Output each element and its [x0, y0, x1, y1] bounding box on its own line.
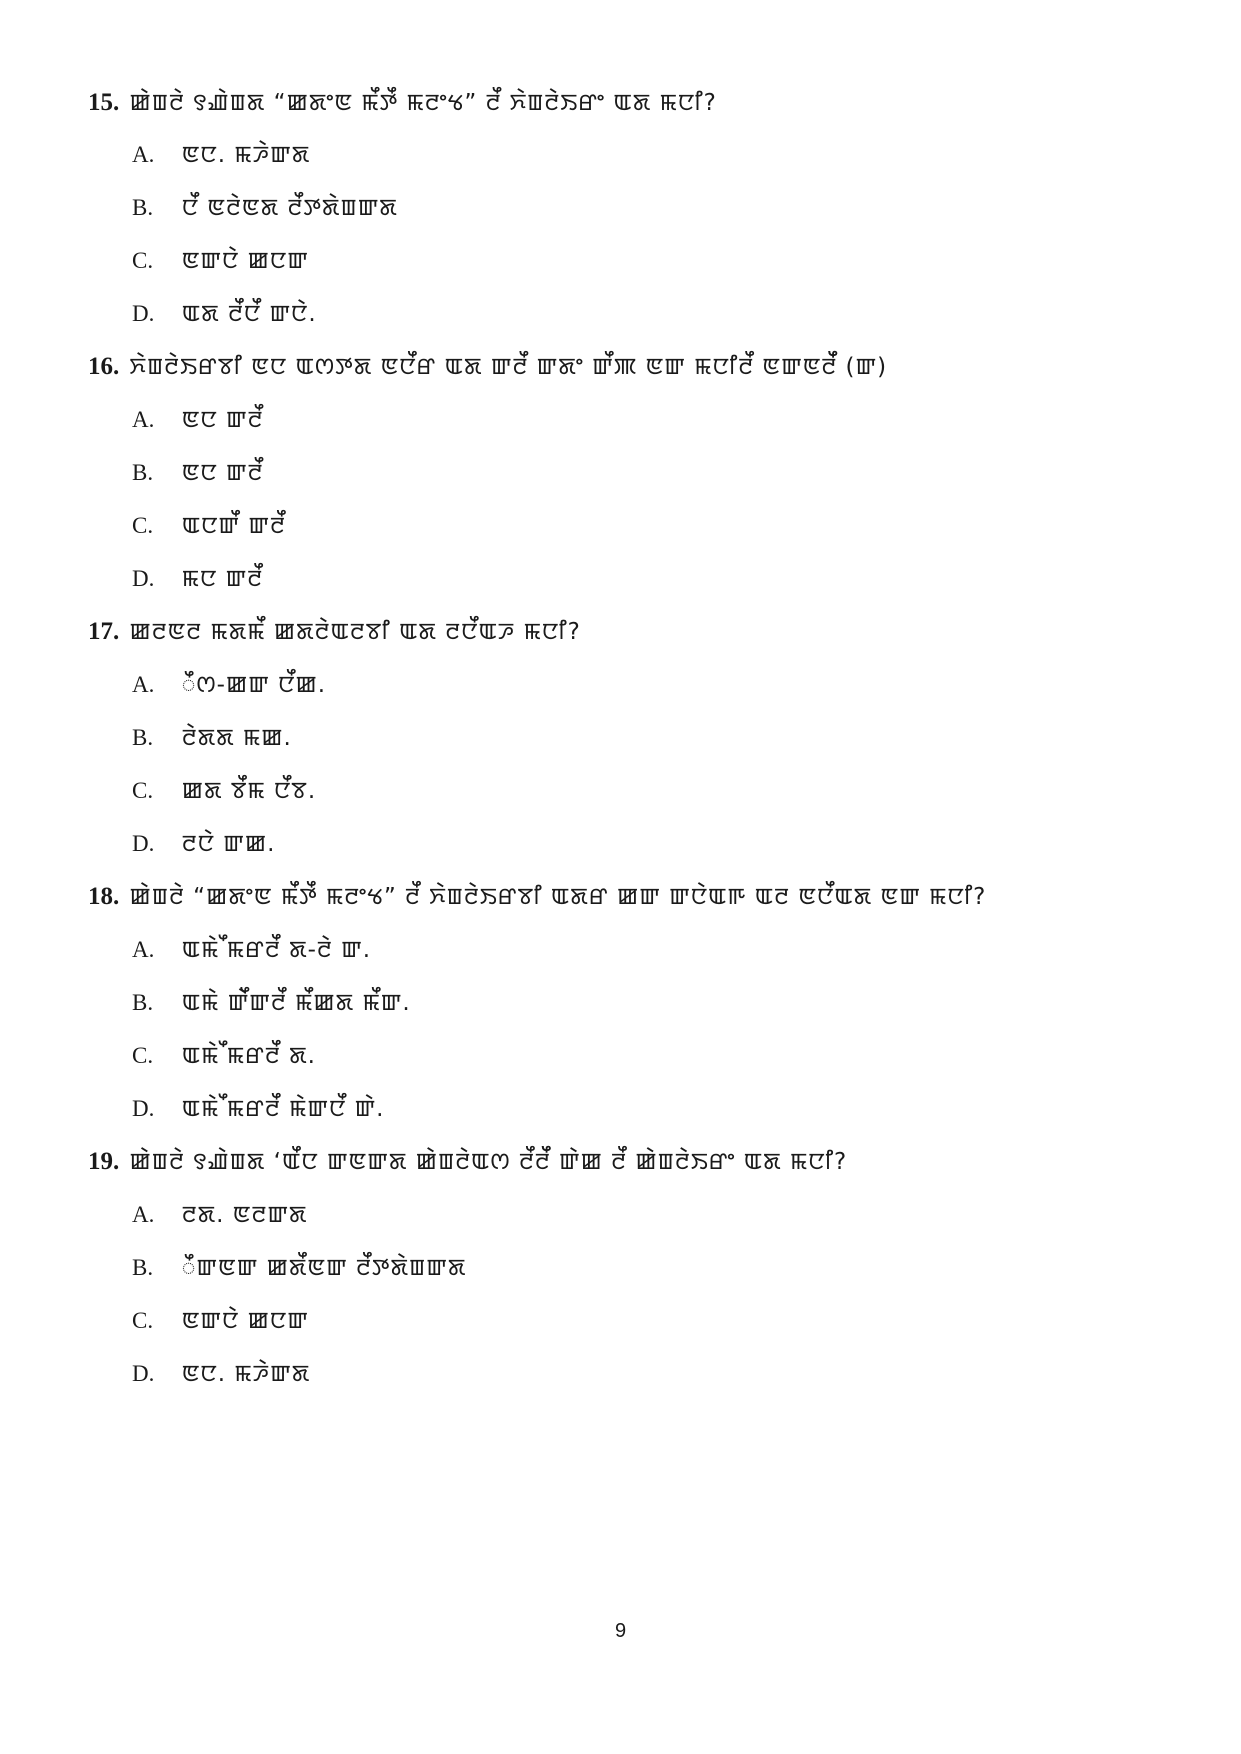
option-label: C.	[132, 1043, 154, 1068]
option-19-d	[132, 1359, 310, 1389]
option-18-d	[132, 1094, 385, 1124]
option-label: A.	[132, 937, 155, 962]
option-label: D.	[132, 1096, 155, 1121]
question-19	[88, 1147, 847, 1177]
option-18-b	[132, 988, 411, 1018]
option-text: ꯑꯃꯥ ꯩꯃꯔꯂꯩ ꯗ-ꯂꯥ ꯛ.	[181, 937, 372, 963]
option-text: ꯑꯃꯥ ꯩꯃꯔꯂꯩ ꯗ.	[181, 1043, 316, 1069]
question-15	[88, 88, 717, 118]
option-text: ꯟꯅ. ꯃꯍꯥꯛꯗ	[181, 142, 311, 168]
option-text: ꯀꯗ ꯕꯩꯃ ꯅꯩꯕ.	[181, 778, 317, 804]
option-label: C.	[132, 778, 154, 803]
option-18-a	[132, 935, 371, 965]
option-label: A.	[132, 142, 155, 167]
question-number: 17.	[88, 618, 120, 645]
question-number: 18.	[88, 883, 120, 910]
option-17-a	[132, 670, 326, 700]
option-15-c	[132, 246, 309, 276]
option-text: ꯃꯅ ꯛꯂꯩ	[181, 566, 264, 592]
option-label: D.	[132, 831, 155, 856]
option-text: ꯟꯛꯅꯥ ꯀꯅꯛ	[181, 248, 309, 274]
option-label: C.	[132, 248, 154, 273]
option-label: D.	[132, 1361, 155, 1386]
option-text: ꯑꯅꯛꯩ ꯛꯂꯩ	[181, 513, 286, 539]
option-17-c	[132, 776, 316, 806]
option-15-b	[132, 193, 398, 223]
question-number: 15.	[88, 89, 120, 116]
option-text: ꯅꯩ ꯟꯂꯥꯟꯗ ꯂꯩꯇꯗꯥꯡꯛꯗ	[181, 195, 398, 221]
option-label: B.	[132, 990, 154, 1015]
question-17	[88, 617, 581, 647]
option-17-b	[132, 723, 292, 753]
option-text: ꯟꯅ ꯛꯂꯩ	[181, 460, 264, 486]
question-16	[88, 352, 887, 382]
option-label: C.	[132, 513, 154, 538]
option-label: C.	[132, 1308, 154, 1333]
option-16-b	[132, 458, 264, 488]
option-label: B.	[132, 1255, 154, 1280]
option-18-c	[132, 1041, 316, 1071]
option-label: A.	[132, 672, 155, 697]
option-text: ꯩꯛꯟꯛ ꯀꯗꯩꯟꯛ ꯂꯩꯇꯗꯥꯡꯛꯗ	[181, 1255, 467, 1281]
option-16-d	[132, 564, 263, 594]
option-label: B.	[132, 195, 154, 220]
option-text: ꯂꯗ. ꯟꯂꯛꯗ	[181, 1202, 308, 1228]
question-18	[88, 882, 986, 912]
option-15-d	[132, 299, 317, 329]
option-15-a	[132, 140, 310, 170]
question-number: 19.	[88, 1148, 120, 1175]
option-17-d	[132, 829, 275, 859]
option-16-c	[132, 511, 286, 541]
option-label: A.	[132, 1202, 155, 1227]
option-text: ꯑꯃꯥ ꯩꯃꯔꯂꯩ ꯃꯥꯛꯅꯩ ꯛꯥ.	[181, 1096, 385, 1122]
option-19-a	[132, 1200, 307, 1230]
option-text: ꯑꯗ ꯂꯩꯅꯩ ꯛꯅꯥ.	[181, 301, 317, 327]
question-text: ꯀꯥꯡꯂꯥ “ꯀꯗꯦꯟ ꯃꯩꯇꯩ ꯃꯂꯦꯠ” ꯂꯩ ꯈꯥꯡꯂꯥꯏꯔꯕꯤ ꯑꯗꯔ ꯀꯛ ꯛꯅꯥꯑꯒ ꯑꯂ ꯟꯅꯩꯑꯗ ꯟꯛ ꯃꯅꯤ?	[129, 884, 987, 910]
option-text: ꯩꯁ-ꯀꯛ ꯅꯩꯀ.	[181, 672, 327, 698]
option-text: ꯟꯛꯅꯥ ꯀꯅꯛ	[181, 1308, 309, 1334]
page-number: 9	[614, 1620, 627, 1642]
option-label: A.	[132, 407, 155, 432]
option-text: ꯂꯥꯗꯗ ꯃꯀ.	[181, 725, 292, 751]
question-text: ꯈꯥꯡꯂꯥꯏꯔꯕꯤ ꯟꯅ ꯑꯁꯇꯗ ꯟꯅꯩꯔ ꯑꯗ ꯛꯂꯩ ꯛꯗꯦ ꯛꯩꯄ ꯟꯛ ꯃꯅꯤꯂꯩ ꯟꯛꯟꯂꯩꯩ (ꯛ)	[129, 354, 888, 380]
option-text: ꯟꯅ ꯛꯂꯩ	[181, 407, 264, 433]
question-text: ꯀꯥꯡꯂꯥ ꯱ꯉꯥꯡꯗ ‘ꯑꯩꯅ ꯛꯟꯛꯗ ꯀꯥꯡꯂꯥꯑꯁ ꯂꯩꯂꯩꯩ ꯛꯥꯀ ꯂꯩ ꯀꯥꯡꯂꯥꯏꯔꯦ ꯑꯗ ꯃꯅꯤ?	[129, 1149, 848, 1175]
option-label: B.	[132, 460, 154, 485]
option-label: D.	[132, 301, 155, 326]
question-text: ꯀꯥꯡꯂꯥ ꯱ꯉꯥꯡꯗ “ꯀꯗꯦꯟ ꯃꯩꯇꯩ ꯃꯂꯦꯠ” ꯂꯩ ꯈꯥꯡꯂꯥꯏꯔꯦ ꯑꯗ ꯃꯅꯤ?	[129, 90, 717, 116]
option-16-a	[132, 405, 264, 435]
option-19-c	[132, 1306, 309, 1336]
option-label: B.	[132, 725, 154, 750]
question-text: ꯀꯂꯟꯂ ꯃꯗꯃꯩ ꯀꯗꯂꯥꯑꯂꯕꯤ ꯑꯗ ꯂꯅꯩꯑꯍ ꯃꯅꯤ?	[129, 619, 581, 645]
option-label: D.	[132, 566, 155, 591]
question-number: 16.	[88, 353, 120, 380]
option-text: ꯂꯅꯥ ꯛꯀ.	[181, 831, 276, 857]
option-19-b	[132, 1253, 466, 1283]
option-text: ꯑꯃꯥ ꯛꯥꯩꯛꯂꯩ ꯃꯩꯀꯗ ꯃꯩꯛ.	[181, 990, 411, 1016]
option-text: ꯟꯅ. ꯃꯍꯥꯛꯗ	[181, 1361, 311, 1387]
